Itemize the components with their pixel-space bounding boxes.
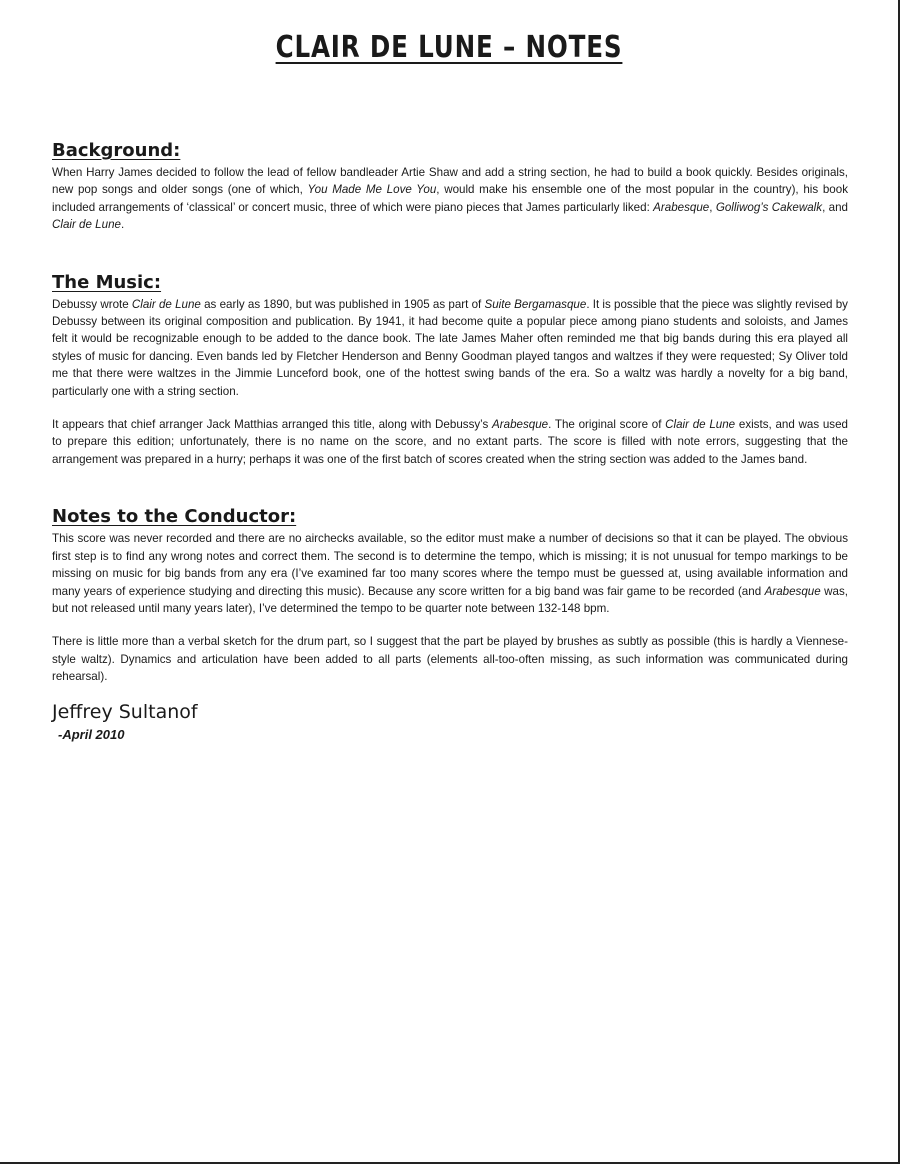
conductor-paragraph-2: There is little more than a verbal sketch for the drum part, so I suggest that the part be played by brushes as subtly as possible (this is hardly a Viennese-style waltz). Dynamics and articulation have been added to all parts (elements all-too-often missing, as such information was communicated during rehearsal).: [52, 635, 848, 684]
conductor-paragraph-1: This score was never recorded and there are no airchecks available, so the editor must make a number of decisions so that it can be played. The obvious first step is to find any wrong notes and correct them. The second is to determine the tempo, which is missing; it is not unusual for tempo markings to be missing on music for big bands from any era (I’ve examined far too many scores where the tempo must be guessed at, using available information and many years of experience studying and directing this music). Because any score written for a big band was fair game to be recorded (and Arabesque was, but not released until many years later), I’ve determined the tempo to be quarter note between 132-148 bpm.: [52, 532, 848, 615]
music-paragraph-2: It appears that chief arranger Jack Matthias arranged this title, along with Debussy’s Arabesque. The original score of Clair de Lune exists, and was used to prepare this edition; unfortunately, there is no name on the score, and no extant parts. The score is filled with note errors, suggesting that the arrangement was prepared in a hurry; perhaps it was one of the first batch of scores created when the string section was added to the James band.: [52, 418, 849, 466]
music-paragraph-1: Debussy wrote Clair de Lune as early as 1890, but was published in 1905 as part of Suite Bergamasque. It is possible that the piece was slightly revised by Debussy between its original composition and publication. By 1941, it had become quite a popular piece among piano students and soloists, and James felt it would be recognizable enough to be added to the dance book. The late James Maher often reminded me that big bands during this era played all styles of music for dancing. Even bands led by Fletcher Henderson and Benny Goodman played tangos and waltzes if they were requested; Sy Oliver told me that there were waltzes in the Jimmie Lunceford book, one of the hottest swing bands of the era. So a waltz was hardly a novelty for a big band, particularly one with a string section.: [52, 297, 848, 398]
signature-date: -April 2010: [58, 726, 125, 742]
music-heading: The Music:: [52, 271, 162, 293]
signature-name: Jeffrey Sultanof: [52, 700, 198, 723]
page-title: CLAIR DE LUNE – NOTES: [275, 30, 623, 65]
document-body: [52, 138, 848, 744]
background-paragraph: When Harry James decided to follow the lead of fellow bandleader Artie Shaw and add a string section, he had to build a book quickly. Besides originals, new pop songs and older songs (one of which, You Made Me Love You, would make his ensemble one of the most popular in the country), his book included arrangements of ‘classical’ or concert music, three of which were piano pieces that James particularly liked: Arabesque, Golliwog’s Cakewalk, and Clair de Lune.: [52, 166, 848, 232]
conductor-heading: Notes to the Conductor:: [52, 506, 297, 528]
background-heading: Background:: [52, 140, 181, 161]
